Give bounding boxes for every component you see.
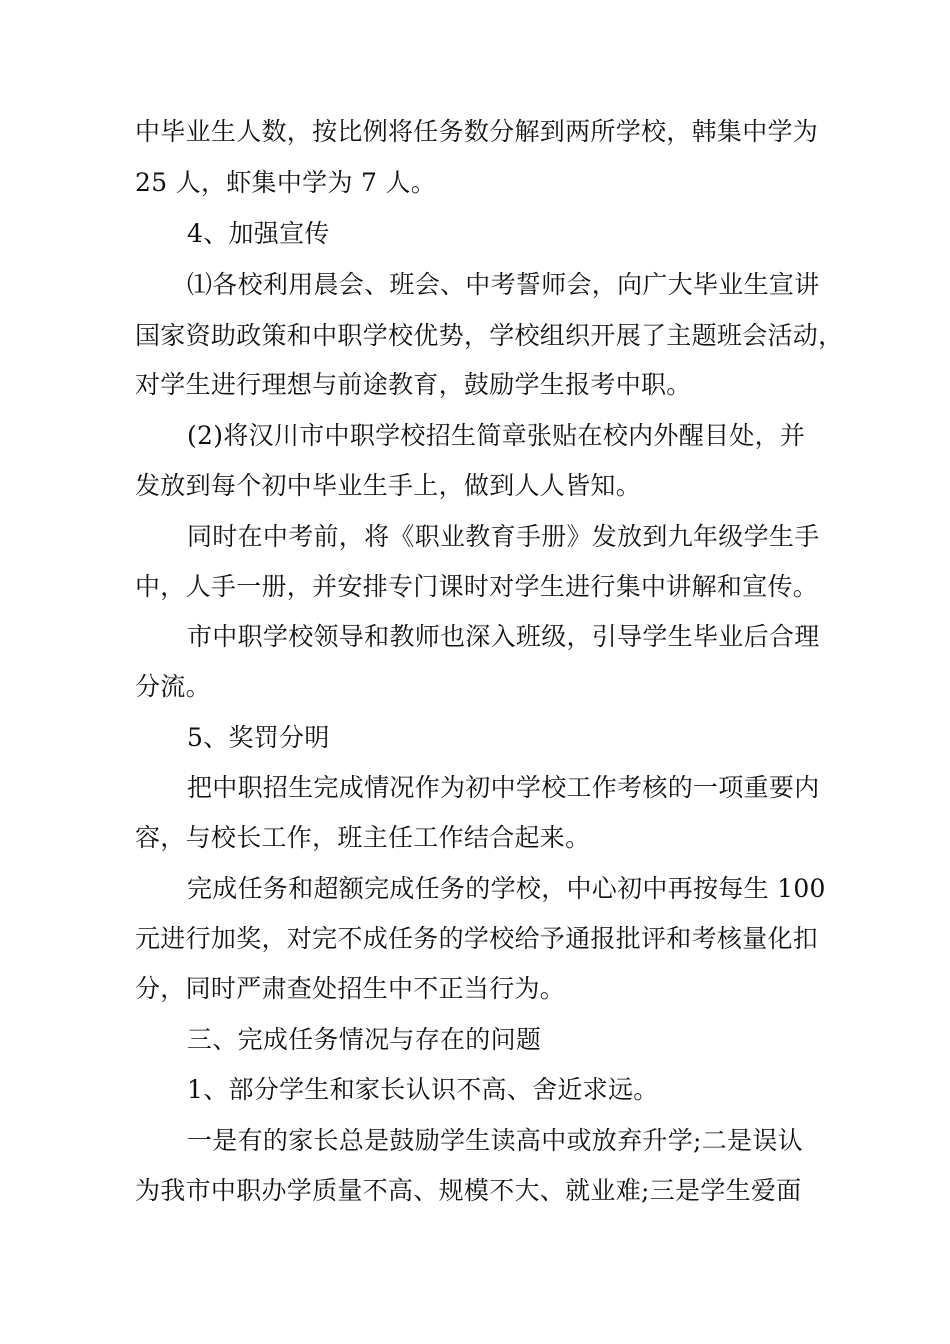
text-line: 同时在中考前，将《职业教育手册》发放到九年级学生手 [187,522,820,551]
text-line: 完成任务和超额完成任务的学校，中心初中再按每生 100 [187,874,826,903]
text-line: (2)将汉川市中职学校招生简章张贴在校内外醒目处，并 [187,421,806,450]
text-line: 市中职学校领导和教师也深入班级，引导学生毕业后合理 [187,622,820,651]
section-heading: 4、加强宣传 [187,219,330,248]
text-line: 对学生进行理想与前途教育，鼓励学生报考中职。 [135,370,692,399]
text-line: 分，同时严肃查处招生中不正当行为。 [135,974,566,1003]
text-line: 一是有的家长总是鼓励学生读高中或放弃升学;二是误认 [187,1126,803,1155]
text-line: 元进行加奖，对完不成任务的学校给予通报批评和考核量化扣 [135,924,819,953]
section-heading: 5、奖罚分明 [187,723,330,752]
section-heading: 三、完成任务情况与存在的问题 [187,1025,542,1054]
text-line: 为我市中职办学质量不高、规模不大、就业难;三是学生爱面 [135,1176,802,1205]
text-line: 容，与校长工作，班主任工作结合起来。 [135,823,591,852]
text-line: ⑴各校利用晨会、班会、中考誓师会，向广大毕业生宣讲 [187,270,820,299]
text-line: 中，人手一册，并安排专门课时对学生进行集中讲解和宣传。 [135,572,819,601]
text-line: 25 人，虾集中学为 7 人。 [135,168,437,197]
text-line: 国家资助政策和中职学校优势，学校组织开展了主题班会活动， [135,321,844,350]
text-line: 中毕业生人数，按比例将任务数分解到两所学校，韩集中学为 [135,117,819,146]
text-line: 把中职招生完成情况作为初中学校工作考核的一项重要内 [187,773,820,802]
text-line: 分流。 [135,672,211,701]
text-line: 1、部分学生和家长认识不高、舍近求远。 [187,1075,659,1104]
text-line: 发放到每个初中毕业生手上，做到人人皆知。 [135,471,642,500]
